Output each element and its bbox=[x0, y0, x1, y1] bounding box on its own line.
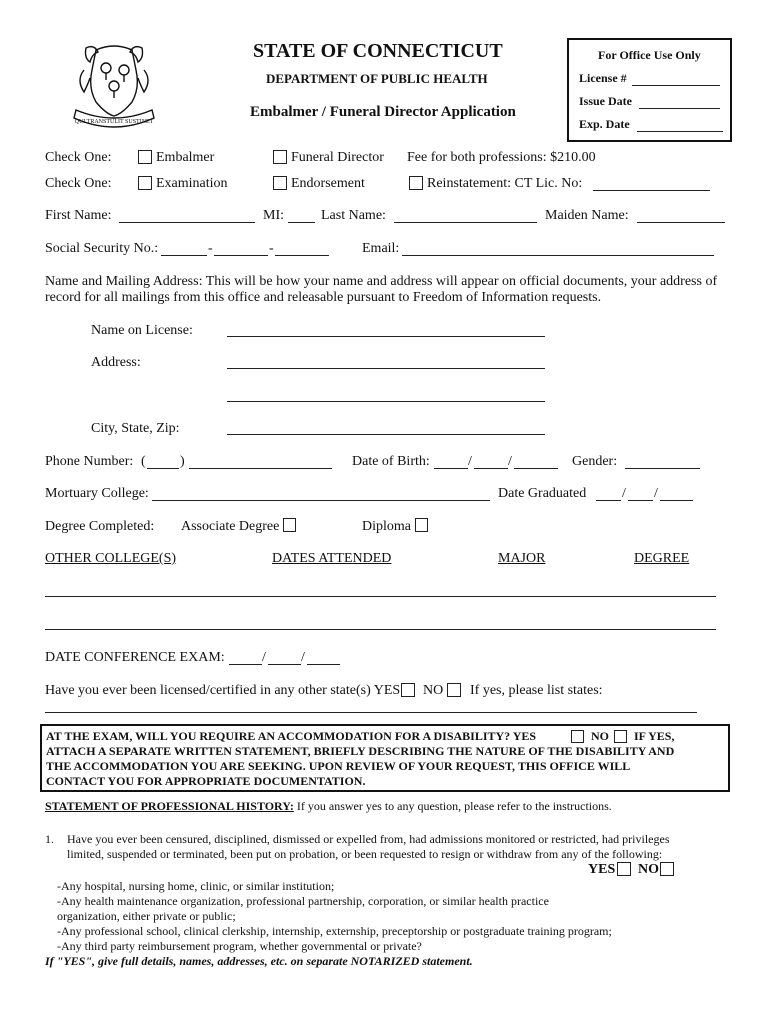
dob-day-field[interactable] bbox=[474, 468, 508, 469]
ssn-field-1[interactable] bbox=[161, 255, 207, 256]
maiden-name-label: Maiden Name: bbox=[545, 208, 629, 223]
address-field-2[interactable] bbox=[227, 401, 545, 402]
history-item-hospital: -Any hospital, nursing home, clinic, or similar institution; bbox=[57, 879, 335, 893]
question-1-no-checkbox[interactable] bbox=[660, 862, 674, 876]
form-title: Embalmer / Funeral Director Application bbox=[250, 104, 516, 120]
department-title: DEPARTMENT OF PUBLIC HEALTH bbox=[266, 71, 488, 86]
ssn-dash-2: - bbox=[269, 241, 274, 256]
state-seal bbox=[66, 40, 162, 136]
professional-history-note: If you answer yes to any question, please refer to the instructions. bbox=[293, 799, 612, 813]
seal-motto: QUI TRANSTULIT SUSTINET bbox=[74, 119, 154, 125]
phone-label: Phone Number: bbox=[45, 454, 134, 469]
exam-slash-1: / bbox=[262, 650, 266, 665]
phone-area-close: ) bbox=[180, 454, 185, 469]
date-graduated-label: Date Graduated bbox=[498, 486, 587, 501]
dob-slash-2: / bbox=[508, 454, 512, 469]
dates-attended-header: DATES ATTENDED bbox=[272, 551, 392, 566]
ssn-field-2[interactable] bbox=[214, 255, 268, 256]
name-on-license-field[interactable] bbox=[227, 336, 545, 337]
endorsement-label: Endorsement bbox=[291, 176, 365, 191]
last-name-label: Last Name: bbox=[321, 208, 386, 223]
address-label: Address: bbox=[91, 355, 141, 370]
embalmer-label: Embalmer bbox=[156, 150, 215, 165]
licensed-no-label: NO bbox=[423, 683, 444, 698]
city-state-zip-field[interactable] bbox=[227, 434, 545, 435]
reinstatement-checkbox[interactable] bbox=[409, 176, 423, 190]
other-colleges-header: OTHER COLLEGE(S) bbox=[45, 551, 177, 566]
phone-number-field[interactable] bbox=[189, 468, 332, 469]
question-1-yes-checkbox[interactable] bbox=[617, 862, 631, 876]
professional-history-heading bbox=[45, 799, 612, 814]
major-header: MAJOR bbox=[498, 551, 546, 566]
mi-field[interactable] bbox=[288, 222, 315, 223]
accommodation-line-2: ATTACH A SEPARATE WRITTEN STATEMENT, BRIEFLY DESCRIBING THE NATURE OF THE DISABILITY AND bbox=[46, 744, 675, 758]
mi-label: MI: bbox=[263, 208, 284, 223]
question-1-line-1: Have you ever been censured, disciplined, dismissed or expelled from, had admissions monitored or restricted, had privileges bbox=[67, 832, 670, 846]
email-label: Email: bbox=[362, 241, 400, 256]
accommodation-line-3: THE ACCOMMODATION YOU ARE SEEKING. UPON REVIEW OF YOUR REQUEST, THIS OFFICE WILL bbox=[46, 759, 631, 773]
exam-slash-2: / bbox=[301, 650, 305, 665]
office-issue-date-line bbox=[639, 108, 720, 109]
graduated-month-field[interactable] bbox=[596, 500, 621, 501]
graduated-slash-1: / bbox=[622, 486, 626, 501]
licensed-no-checkbox[interactable] bbox=[447, 683, 461, 697]
associate-degree-checkbox[interactable] bbox=[283, 518, 296, 532]
diploma-checkbox[interactable] bbox=[415, 518, 428, 532]
check-one-label-2: Check One: bbox=[45, 176, 112, 191]
office-license-line bbox=[632, 85, 720, 86]
gender-field[interactable] bbox=[625, 468, 700, 469]
accommodation-if-yes: IF YES, bbox=[634, 729, 675, 743]
question-1-yes-label: YES bbox=[588, 862, 616, 877]
office-exp-date-label: Exp. Date bbox=[579, 117, 630, 131]
ct-license-number-line[interactable] bbox=[593, 190, 710, 191]
examination-label: Examination bbox=[156, 176, 228, 191]
states-list-field[interactable] bbox=[45, 712, 697, 713]
gender-label: Gender: bbox=[572, 454, 618, 469]
reinstatement-label: Reinstatement: CT Lic. No: bbox=[427, 176, 583, 191]
mailing-intro-line-2: record for all mailings from this office and releasable pursuant to Freedom of Information requests. bbox=[45, 290, 602, 305]
ssn-dash-1: - bbox=[208, 241, 213, 256]
history-item-hmo-cont: organization, either private or public; bbox=[57, 909, 236, 923]
professional-history-title: STATEMENT OF PROFESSIONAL HISTORY: bbox=[45, 799, 294, 813]
dob-slash-1: / bbox=[468, 454, 472, 469]
accommodation-line-4: CONTACT YOU FOR APPROPRIATE DOCUMENTATION. bbox=[46, 774, 366, 788]
graduated-slash-2: / bbox=[654, 486, 658, 501]
first-name-label: First Name: bbox=[45, 208, 112, 223]
city-state-zip-label: City, State, Zip: bbox=[91, 421, 180, 436]
email-field[interactable] bbox=[402, 255, 714, 256]
funeral-director-checkbox[interactable] bbox=[273, 150, 287, 164]
date-conference-exam-label: DATE CONFERENCE EXAM: bbox=[45, 650, 225, 665]
licensed-other-states-question: Have you ever been licensed/certified in any other state(s) YES bbox=[45, 683, 401, 698]
if-yes-list-states-label: If yes, please list states: bbox=[470, 683, 603, 698]
office-license-label: License # bbox=[579, 71, 627, 85]
funeral-director-label: Funeral Director bbox=[291, 150, 384, 165]
last-name-field[interactable] bbox=[394, 222, 537, 223]
mortuary-college-field[interactable] bbox=[152, 500, 490, 501]
dob-month-field[interactable] bbox=[434, 468, 468, 469]
question-1-no-label: NO bbox=[638, 862, 659, 877]
office-exp-date-line bbox=[637, 131, 723, 132]
exam-day-field[interactable] bbox=[268, 664, 301, 665]
mortuary-college-label: Mortuary College: bbox=[45, 486, 149, 501]
ssn-field-3[interactable] bbox=[275, 255, 329, 256]
licensed-yes-checkbox[interactable] bbox=[401, 683, 415, 697]
history-item-school: -Any professional school, clinical clerkship, internship, externship, preceptorship or postgraduate training program; bbox=[57, 924, 612, 938]
embalmer-checkbox[interactable] bbox=[138, 150, 152, 164]
exam-month-field[interactable] bbox=[229, 664, 262, 665]
fee-text: Fee for both professions: $210.00 bbox=[407, 150, 596, 165]
notarized-statement-note: If "YES", give full details, names, addresses, etc. on separate NOTARIZED statement. bbox=[45, 954, 473, 968]
first-name-field[interactable] bbox=[119, 222, 255, 223]
degree-header: DEGREE bbox=[634, 551, 690, 566]
history-item-reimbursement: -Any third party reimbursement program, whether governmental or private? bbox=[57, 939, 422, 953]
endorsement-checkbox[interactable] bbox=[273, 176, 287, 190]
history-item-hmo: -Any health maintenance organization, professional partnership, corporation, or similar health practice bbox=[57, 894, 549, 908]
question-1-line-2: limited, suspended or terminated, been put on probation, or been requested to resign or withdraw from any of the following: bbox=[67, 847, 663, 861]
name-on-license-label: Name on License: bbox=[91, 323, 193, 338]
office-issue-date-label: Issue Date bbox=[579, 94, 632, 108]
address-field-1[interactable] bbox=[227, 368, 545, 369]
examination-checkbox[interactable] bbox=[138, 176, 152, 190]
office-use-title: For Office Use Only bbox=[598, 48, 701, 62]
check-one-label: Check One: bbox=[45, 150, 112, 165]
dob-year-field[interactable] bbox=[514, 468, 558, 469]
other-college-entry-1[interactable] bbox=[45, 596, 716, 597]
accommodation-no-checkbox[interactable] bbox=[614, 730, 627, 743]
accommodation-yes-checkbox[interactable] bbox=[571, 730, 584, 743]
other-college-entry-2[interactable] bbox=[45, 629, 716, 630]
accommodation-box bbox=[40, 724, 730, 792]
graduated-day-field[interactable] bbox=[628, 500, 653, 501]
diploma-label: Diploma bbox=[362, 519, 411, 534]
degree-completed-label: Degree Completed: bbox=[45, 519, 155, 534]
office-use-box bbox=[567, 38, 732, 142]
graduated-year-field[interactable] bbox=[660, 500, 693, 501]
accommodation-no-label: NO bbox=[591, 729, 609, 743]
state-title: STATE OF CONNECTICUT bbox=[253, 40, 503, 62]
question-1-number: 1. bbox=[45, 832, 54, 846]
mailing-intro-line-1: Name and Mailing Address: This will be how your name and address will appear on official documents, your address of bbox=[45, 274, 718, 289]
dob-label: Date of Birth: bbox=[352, 454, 430, 469]
ssn-label: Social Security No.: bbox=[45, 241, 159, 256]
phone-area-code-field[interactable] bbox=[147, 468, 179, 469]
associate-degree-label: Associate Degree bbox=[181, 519, 280, 534]
phone-area-open: ( bbox=[141, 454, 146, 469]
maiden-name-field[interactable] bbox=[637, 222, 725, 223]
exam-year-field[interactable] bbox=[307, 664, 340, 665]
accommodation-question: AT THE EXAM, WILL YOU REQUIRE AN ACCOMMODATION FOR A DISABILITY? YES bbox=[46, 729, 537, 743]
